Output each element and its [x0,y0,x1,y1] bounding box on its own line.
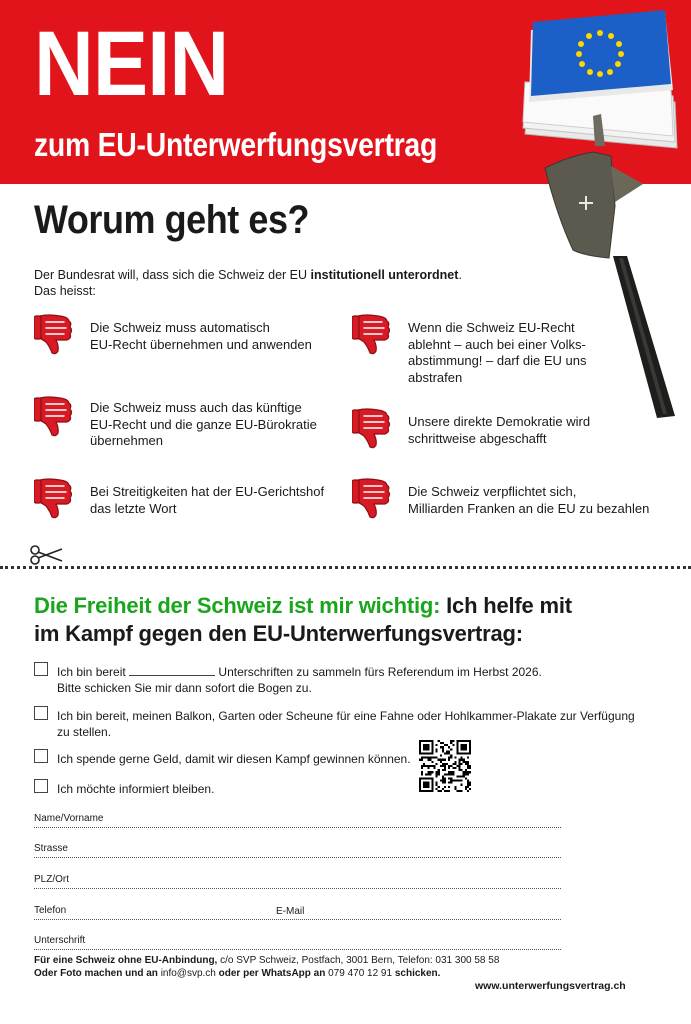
qr-module [444,782,446,784]
qr-module [442,763,444,765]
qr-module [427,767,429,769]
qr-module [465,773,467,775]
qr-module [440,742,442,744]
qr-module [450,757,452,759]
qr-module [454,786,456,788]
qr-module [438,773,440,775]
point-line: EU-Recht und die ganze EU-Bürokratie [90,416,317,432]
qr-module [438,771,440,773]
point-line: Die Schweiz muss auch das künftige [90,400,302,415]
qr-module [467,773,469,775]
qr-module [465,786,467,788]
phone-label: Telefon [34,905,67,916]
option-text: Ich bin bereit [57,665,126,679]
zip-city-label: PLZ/Ort [34,874,70,885]
qr-module [436,771,438,773]
qr-module [421,765,423,767]
qr-module [461,757,463,759]
point-line: Die Schweiz verpflichtet sich, [408,484,577,499]
informed-checkbox[interactable] [34,779,48,793]
headline: NEIN [34,13,229,115]
qr-module [467,767,469,769]
qr-module [434,765,436,767]
qr-module [442,782,444,784]
qr-module [467,786,469,788]
qr-module [452,771,454,773]
email-label: E-Mail [276,906,305,917]
option-display [34,706,635,740]
option-text: Ich spende gerne Geld, damit wir diesen Kampf gewinnen können. [57,752,411,766]
point-line: ablehnt – auch bei einer Volks- [408,336,586,352]
qr-module [436,763,438,765]
point-line: Bei Streitigkeiten hat der EU-Gerichtshof [90,484,325,499]
qr-module [461,790,463,792]
qr-module [427,765,429,767]
qr-module [459,759,461,761]
qr-module [454,780,456,782]
qr-module [425,757,427,759]
qr-module [459,761,461,763]
website-link[interactable]: www.unterwerfungsvertrag.ch [475,980,626,992]
qr-module [450,765,452,767]
point-line: Milliarden Franken an die EU zu bezahlen [408,500,650,516]
qr-module [469,765,471,767]
qr-module [444,752,446,754]
signatures-checkbox[interactable] [34,662,48,676]
cut-line [0,566,691,569]
qr-module [427,771,429,773]
pledge-black-1: Ich helfe mit [440,593,572,618]
qr-module [461,759,463,761]
qr-module [442,742,444,744]
footer-photo: Oder Foto machen und an [34,968,161,979]
intro-bold: institutionell unterordnet [310,268,459,282]
qr-module [442,759,444,761]
qr-module [436,757,438,759]
qr-module [419,759,421,761]
point-1 [34,312,312,356]
qr-module [448,771,450,773]
qr-module [421,757,423,759]
qr-module [444,769,446,771]
thumbs-down-icon [34,476,74,520]
qr-module [436,784,438,786]
qr-module [440,755,442,757]
point-line: abstimmung! – darf die EU uns [408,353,587,368]
qr-module [448,757,450,759]
qr-module [450,782,452,784]
qr-module [427,759,429,761]
qr-module [423,763,425,765]
qr-module [450,771,452,773]
qr-module [452,744,454,746]
qr-module [461,775,463,777]
point-6 [352,476,649,520]
qr-module [452,767,454,769]
qr-module [448,790,450,792]
footer-send: schicken. [392,968,441,979]
qr-module [442,780,444,782]
qr-module [448,773,450,775]
footer-email-link[interactable]: info@svp.ch [160,968,216,979]
option-signatures [34,662,542,696]
point-line: Unsere direkte Demokratie wird [408,414,591,429]
footer-org: Für eine Schweiz ohne EU-Anbindung, [34,955,218,966]
qr-module [452,740,454,742]
qr-module [442,748,444,750]
qr-module [442,750,444,752]
qr-module [459,780,461,782]
point-line: EU-Recht übernehmen und anwenden [90,336,312,352]
qr-module [463,771,465,773]
qr-module [448,759,450,761]
qr-module [459,763,461,765]
footer-whatsapp-number[interactable]: 079 470 12 91 [328,968,393,979]
qr-module [442,765,444,767]
qr-module [448,786,450,788]
qr-module [461,744,467,750]
qr-module [442,788,444,790]
qr-module [440,759,442,761]
scissors-icon [30,545,64,565]
qr-module [446,773,448,775]
qr-module [459,765,461,767]
qr-module [454,788,456,790]
qr-module [446,750,448,752]
display-checkbox[interactable] [34,706,48,720]
qr-module [421,771,423,773]
qr-module [436,748,438,750]
qr-module [465,761,467,763]
qr-module [440,746,442,748]
qr-module [448,746,450,748]
qr-module [448,750,450,752]
intro-text [34,267,514,299]
qr-module [450,755,452,757]
qr-module [469,784,471,786]
qr-module [444,790,446,792]
qr-module [456,780,458,782]
thumbs-down-icon [352,312,392,356]
qr-module [450,748,452,750]
qr-module [448,777,450,779]
qr-module [467,763,469,765]
intro-line2: Das heisst: [34,284,96,298]
qr-module [434,767,436,769]
qr-module [429,759,431,761]
qr-module [467,790,469,792]
qr-module [444,759,446,761]
qr-module [446,752,448,754]
qr-module [450,742,452,744]
qr-module [431,757,433,759]
qr-module [463,761,465,763]
footer-address [34,954,654,980]
section-title: Worum geht es? [34,198,310,242]
option-donate [34,749,411,767]
qr-module [438,740,440,742]
footer-address-rest: c/o SVP Schweiz, Postfach, 3001 Bern, Telefon: 031 300 58 58 [217,955,500,966]
qr-module [440,790,442,792]
qr-module [442,777,444,779]
eu-flag [531,10,671,96]
qr-module [436,788,438,790]
qr-module [440,780,442,782]
pledge-black-2: im Kampf gegen den EU-Unterwerfungsvertrag: [34,621,523,646]
thumbs-down-icon [34,312,74,356]
qr-module [446,790,448,792]
subline: zum EU-Unterwerfungsvertrag [34,126,438,163]
option-text: Ich möchte informiert bleiben. [57,782,215,796]
qr-module [465,763,467,765]
qr-module [467,784,469,786]
option-text: Unterschriften zu sammeln fürs Referendum im Herbst 2026. [218,665,542,679]
qr-module [450,740,452,742]
qr-module [452,773,454,775]
qr-module [469,788,471,790]
qr-module [429,773,431,775]
qr-module [425,765,427,767]
qr-module [423,744,429,750]
qr-module [456,790,458,792]
qr-module [448,752,450,754]
qr-module [444,773,446,775]
qr-module [446,744,448,746]
qr-module [438,759,440,761]
point-line: übernehmen [90,433,163,448]
qr-module [436,744,438,746]
qr-module [423,765,425,767]
qr-module [456,765,458,767]
qr-module [461,780,463,782]
option-text: Ich bin bereit, meinen Balkon, Garten oder Scheune für eine Fahne oder Hohlkammer-Plakate zur Verfügung [57,709,635,723]
qr-module [448,782,450,784]
qr-module [452,763,454,765]
qr-module [444,786,446,788]
qr-module [438,790,440,792]
qr-module [454,757,456,759]
thumbs-down-icon [352,476,392,520]
qr-module [461,763,463,765]
qr-module [463,773,465,775]
qr-module [467,765,469,767]
point-line: Die Schweiz muss automatisch [90,320,270,335]
qr-code[interactable] [419,740,471,792]
qr-module [429,771,431,773]
qr-module [450,773,452,775]
qr-module [467,780,469,782]
qr-module [421,759,423,761]
qr-module [438,786,440,788]
footer-whatsapp: oder per WhatsApp an [215,968,329,979]
option-text: zu stellen. [57,725,112,739]
qr-module [467,782,469,784]
qr-module [431,765,433,767]
pledge-heading [34,592,674,648]
signature-label: Unterschrift [34,935,86,946]
point-3 [34,394,317,450]
thumbs-down-icon [34,394,74,438]
point-line: schrittweise abgeschafft [408,430,547,446]
qr-module [446,763,448,765]
qr-module [467,757,469,759]
qr-module [444,744,446,746]
point-line: abstrafen [408,369,463,385]
qr-module [429,765,431,767]
qr-module [461,784,463,786]
qr-module [461,769,463,771]
qr-module [444,767,446,769]
qr-module [438,769,440,771]
qr-module [465,769,467,771]
qr-module [436,775,438,777]
intro-suffix: . [458,268,462,282]
qr-module [442,775,444,777]
qr-module [436,782,438,784]
qr-module [421,773,423,775]
signature-field[interactable] [34,935,561,950]
point-4 [352,406,590,450]
qr-module [427,773,429,775]
qr-module [459,769,461,771]
intro-prefix: Der Bundesrat will, dass sich die Schweiz der EU [34,268,311,282]
qr-module [469,782,471,784]
thumbs-down-icon [352,406,392,450]
qr-module [421,767,423,769]
point-2 [352,312,586,386]
qr-module [444,763,446,765]
qr-module [467,771,469,773]
qr-module [450,780,452,782]
qr-module [427,757,429,759]
qr-module [459,767,461,769]
qr-module [429,757,431,759]
point-line: Wenn die Schweiz EU-Recht [408,320,575,335]
donate-checkbox[interactable] [34,749,48,763]
pledge-green: Die Freiheit der Schweiz ist mir wichtig: [34,593,441,618]
qr-module [465,771,467,773]
street-label: Strasse [34,843,68,854]
qr-module [463,759,465,761]
qr-module [440,765,442,767]
qr-module [436,750,438,752]
halberd-blade [545,152,615,258]
qr-module [469,767,471,769]
qr-module [463,775,465,777]
option-text: Bitte schicken Sie mir dann sofort die Bogen zu. [57,681,312,695]
zip-city-field[interactable] [34,874,561,889]
qr-module [454,763,456,765]
qr-module [450,777,452,779]
qr-module [431,771,433,773]
qr-module [469,771,471,773]
street-field[interactable] [34,843,561,858]
qr-module [448,765,450,767]
qr-module [442,769,444,771]
qr-module [423,757,425,759]
qr-module [459,775,461,777]
option-informed [34,779,214,797]
qr-module [454,761,456,763]
qr-module [465,788,467,790]
name-label: Name/Vorname [34,813,104,824]
qr-module [448,767,450,769]
qr-module [452,780,454,782]
qr-module [442,746,444,748]
qr-module [444,777,446,779]
qr-module [465,777,467,779]
qr-module [436,773,438,775]
qr-module [467,761,469,763]
qr-module [440,761,442,763]
qr-module [423,782,429,788]
signature-count-field[interactable] [129,665,215,676]
qr-module [425,773,427,775]
qr-module [456,775,458,777]
point-5 [34,476,324,520]
qr-module [444,780,446,782]
qr-module [431,761,433,763]
qr-module [444,765,446,767]
name-field[interactable] [34,813,561,828]
point-line: das letzte Wort [90,500,177,516]
qr-module [434,757,436,759]
qr-module [454,767,456,769]
qr-module [459,790,461,792]
